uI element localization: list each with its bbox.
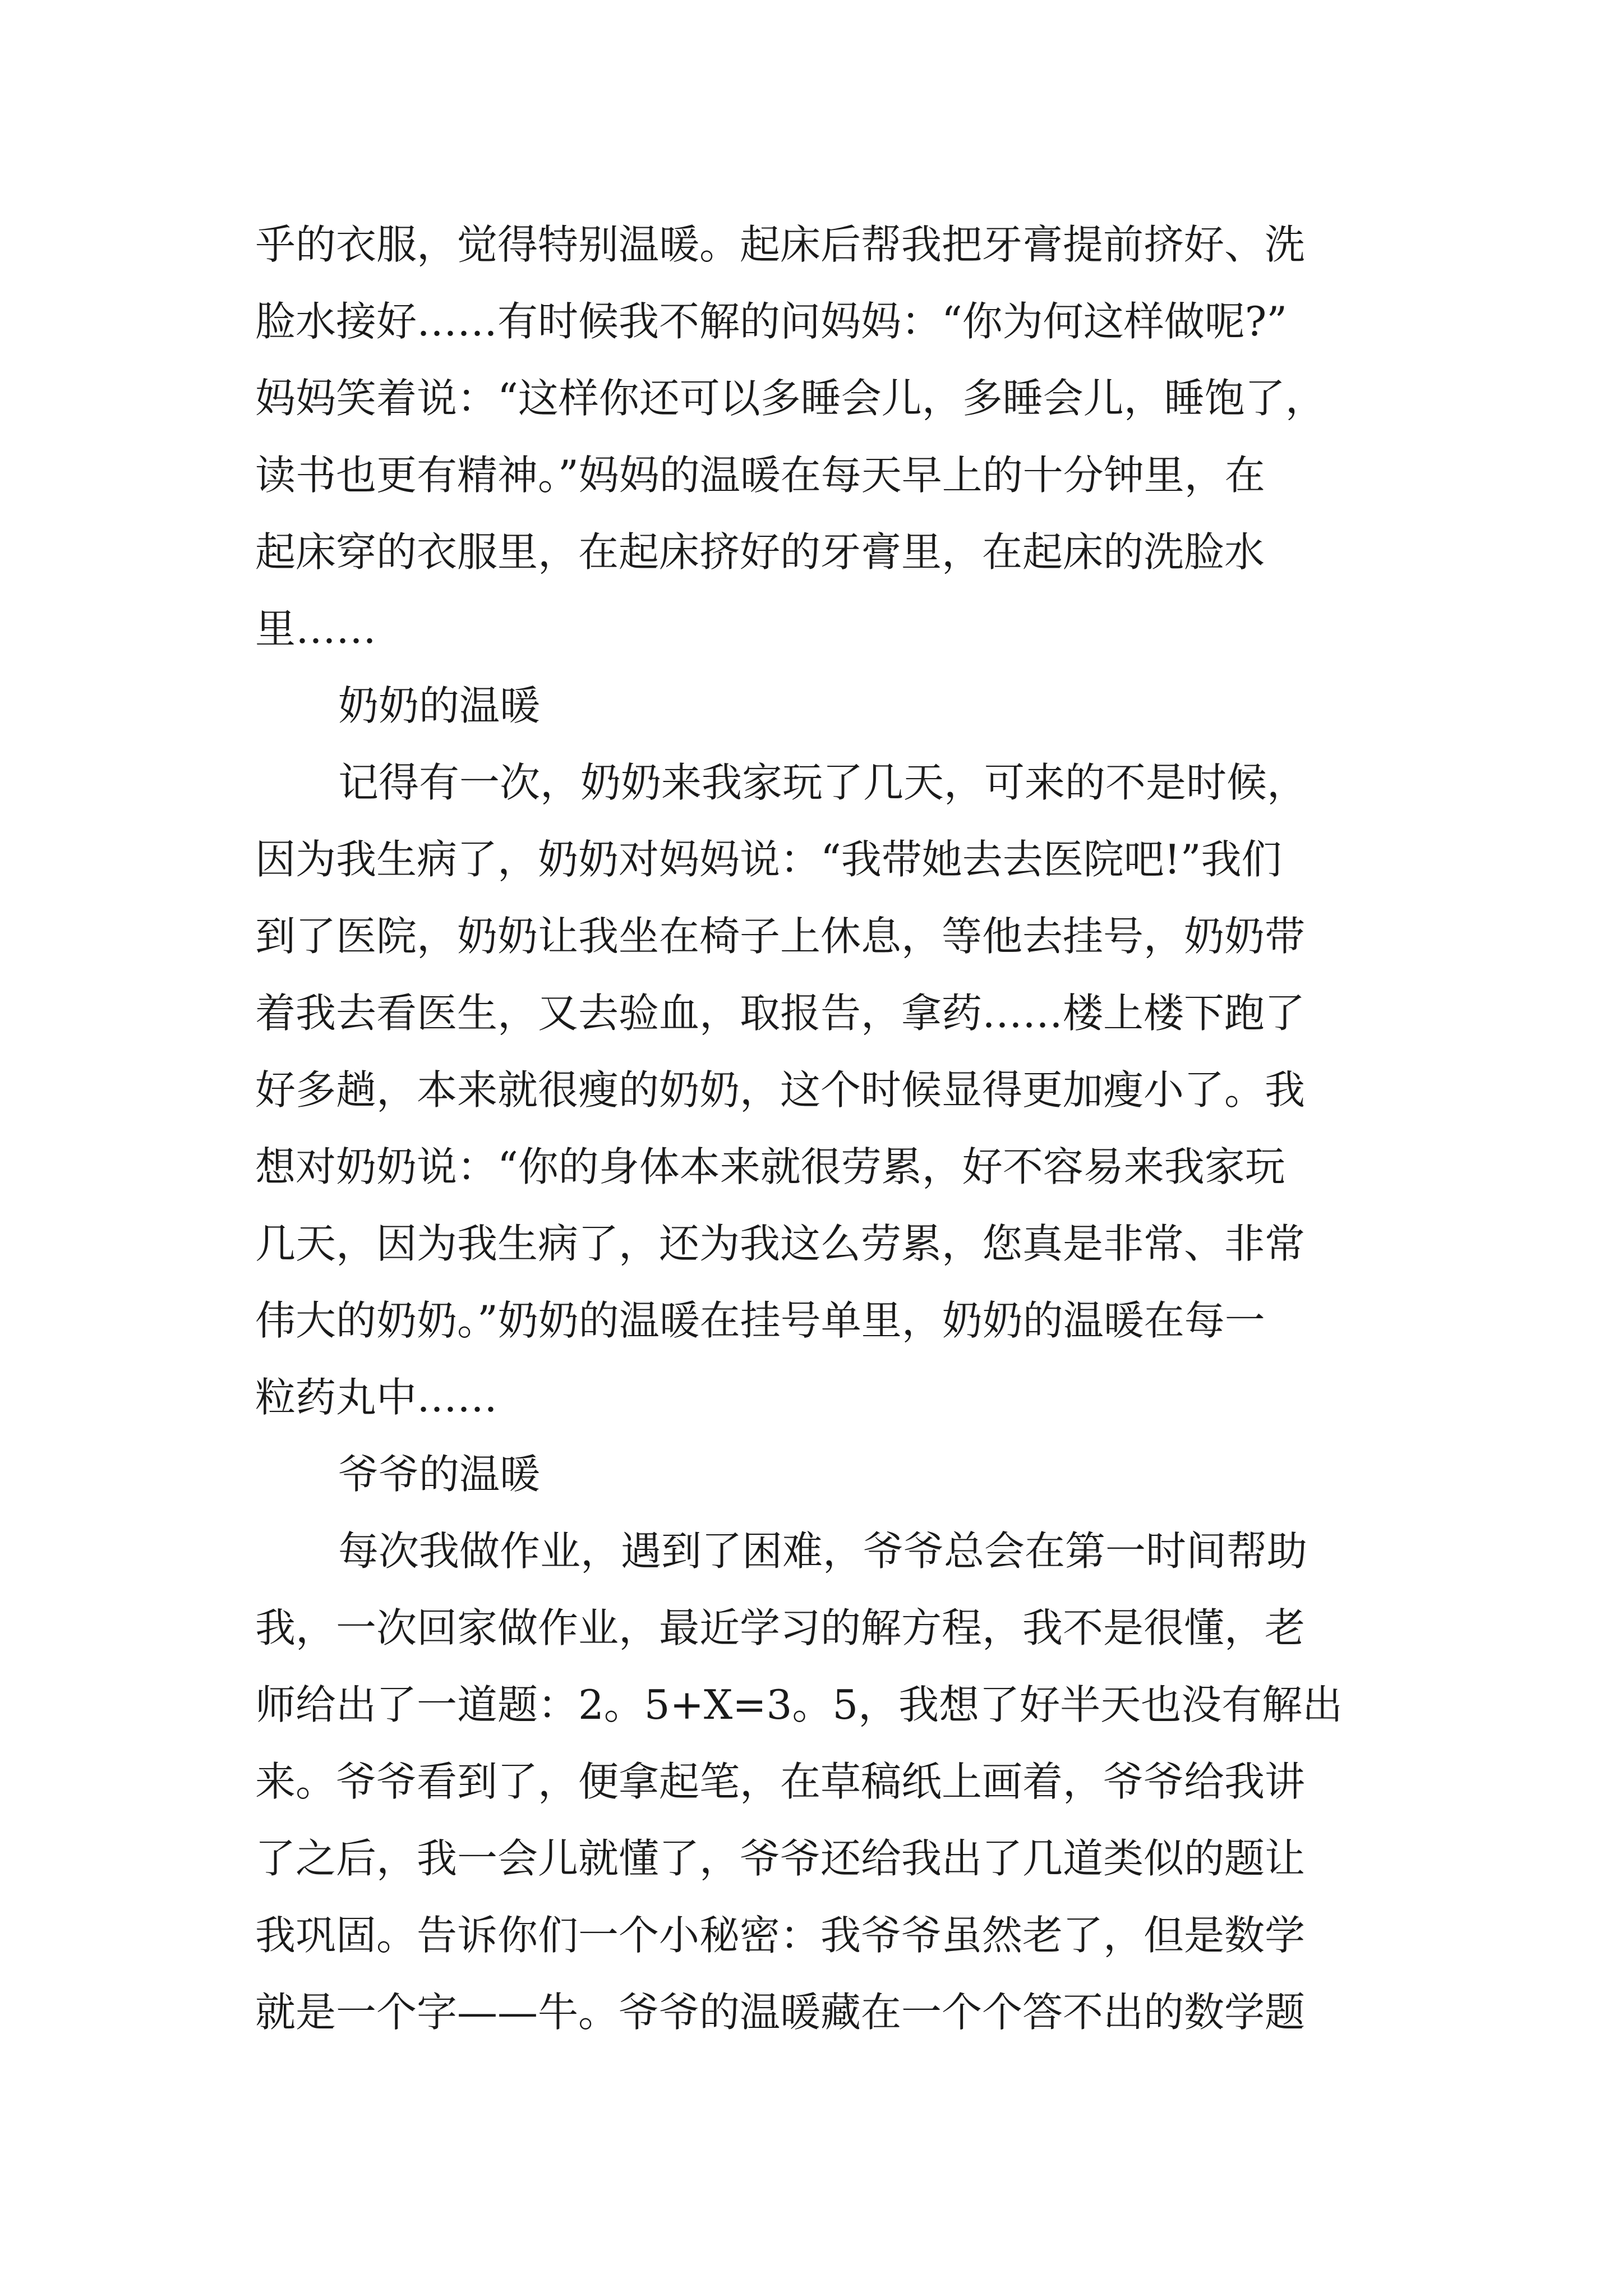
text-line: 了之后，我一会儿就懂了，爷爷还给我出了几道类似的题让 <box>255 1835 1306 1882</box>
text-line: 我，一次回家做作业，最近学习的解方程，我不是很懂，老 <box>255 1604 1306 1651</box>
body-text <box>255 206 1382 2051</box>
section-heading-grandma: 奶奶的温暖 <box>338 682 541 729</box>
text-line: 来。爷爷看到了，便拿起笔，在草稿纸上画着，爷爷给我讲 <box>255 1758 1306 1805</box>
text-line: 着我去看医生，又去验血，取报告，拿药……楼上楼下跑了 <box>255 990 1306 1037</box>
text-line: 脸水接好……有时候我不解的问妈妈：“你为何这样做呢?” <box>255 298 1288 345</box>
text-line: 几天，因为我生病了，还为我这么劳累，您真是非常、非常 <box>255 1220 1306 1267</box>
text-line: 里…… <box>255 605 377 652</box>
text-line: 我巩固。告诉你们一个小秘密：我爷爷虽然老了，但是数学 <box>255 1912 1306 1959</box>
text-line: 想对奶奶说：“你的身体本来就很劳累，好不容易来我家玩 <box>255 1143 1285 1190</box>
text-line: 就是一个字——牛。爷爷的温暖藏在一个个答不出的数学题 <box>255 1989 1306 2036</box>
text-line: 因为我生病了，奶奶对妈妈说：“我带她去去医院吧!”我们 <box>255 836 1282 883</box>
text-line: 师给出了一道题：2。5+X=3。5，我想了好半天也没有解出 <box>255 1681 1343 1728</box>
text-line: 粒药丸中…… <box>255 1374 498 1421</box>
text-line: 到了医院，奶奶让我坐在椅子上休息，等他去挂号，奶奶带 <box>255 913 1306 960</box>
text-line: 妈妈笑着说：“这样你还可以多睡会儿，多睡会儿，睡饱了， <box>255 375 1326 422</box>
text-line: 记得有一次，奶奶来我家玩了几天，可来的不是时候， <box>338 759 1308 806</box>
text-line: 好多趟，本来就很瘦的奶奶，这个时候显得更加瘦小了。我 <box>255 1066 1306 1114</box>
text-line: 乎的衣服，觉得特别温暖。起床后帮我把牙膏提前挤好、洗 <box>255 221 1306 268</box>
section-heading-grandpa: 爷爷的温暖 <box>338 1451 541 1498</box>
text-line: 每次我做作业，遇到了困难，爷爷总会在第一时间帮助 <box>338 1527 1308 1575</box>
text-line: 读书也更有精神。”妈妈的温暖在每天早上的十分钟里，在 <box>255 452 1265 499</box>
text-line: 起床穿的衣服里，在起床挤好的牙膏里，在起床的洗脸水 <box>255 528 1265 576</box>
text-line: 伟大的奶奶。”奶奶的温暖在挂号单里，奶奶的温暖在每一 <box>255 1297 1265 1344</box>
